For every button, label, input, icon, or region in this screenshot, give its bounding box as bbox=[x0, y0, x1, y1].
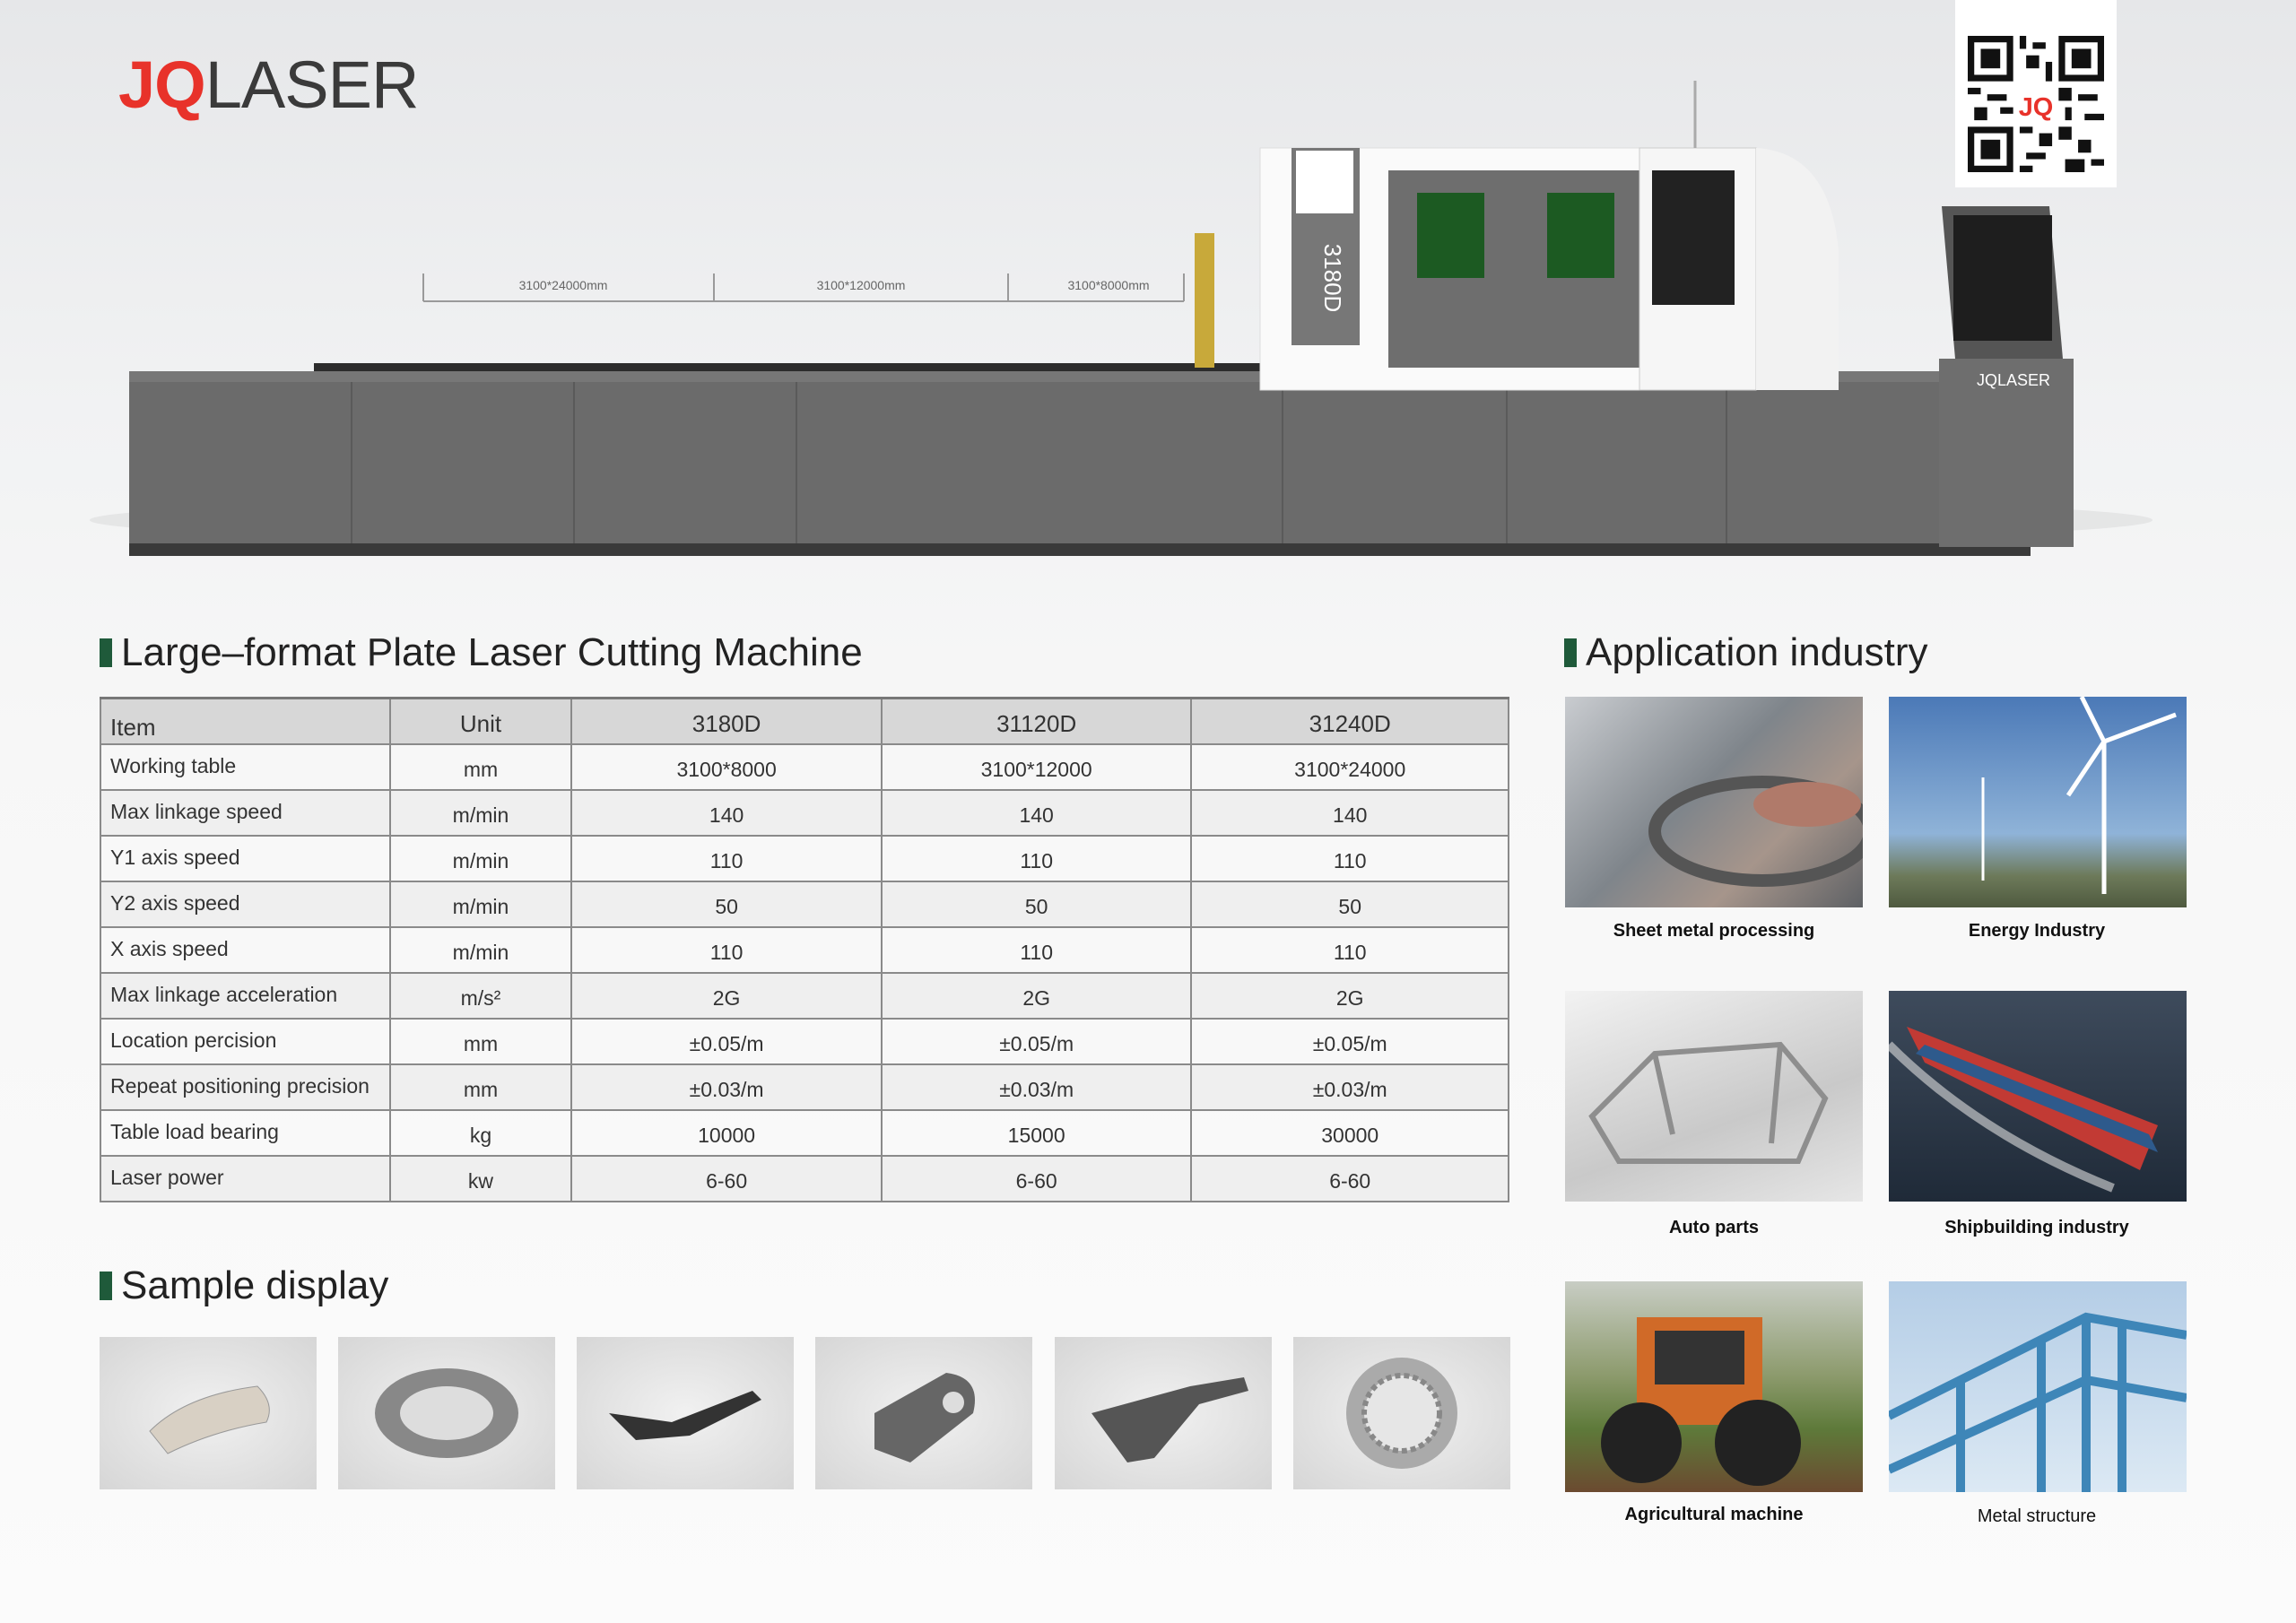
table-row bbox=[100, 1019, 1509, 1064]
cell-item: Repeat positioning precision bbox=[100, 1064, 390, 1110]
cell-31240d: 50 bbox=[1191, 881, 1509, 927]
cell-31120d: ±0.05/m bbox=[882, 1019, 1192, 1064]
cell-unit: m/min bbox=[390, 881, 572, 927]
cell-31120d: 15000 bbox=[882, 1110, 1192, 1156]
cell-unit: kw bbox=[390, 1156, 572, 1202]
cell-3180d: 110 bbox=[571, 927, 882, 973]
cell-item: Location percision bbox=[100, 1019, 390, 1064]
cell-31240d: 110 bbox=[1191, 836, 1509, 881]
cell-3180d: 50 bbox=[571, 881, 882, 927]
cell-item: Max linkage acceleration bbox=[100, 973, 390, 1019]
app-caption-energy: Energy Industry bbox=[1968, 921, 2106, 941]
table-row bbox=[100, 744, 1509, 790]
app-caption-sheet-metal: Sheet metal processing bbox=[1613, 921, 1815, 941]
cell-3180d: 140 bbox=[571, 790, 882, 836]
cell-unit: m/s² bbox=[390, 973, 572, 1019]
table-row bbox=[100, 973, 1509, 1019]
sample-image-gear-ring bbox=[1293, 1337, 1510, 1489]
table-row bbox=[100, 881, 1509, 927]
spec-table bbox=[100, 697, 1509, 1202]
table-row bbox=[100, 1156, 1509, 1202]
cell-31240d: 30000 bbox=[1191, 1110, 1509, 1156]
table-header-row bbox=[100, 699, 1509, 744]
header-31240d: 31240D bbox=[1191, 699, 1509, 744]
app-caption-auto-parts: Auto parts bbox=[1669, 1218, 1759, 1237]
cell-unit: mm bbox=[390, 1019, 572, 1064]
cell-31120d: 3100*12000 bbox=[882, 744, 1192, 790]
cell-item: Max linkage speed bbox=[100, 790, 390, 836]
header-31120d: 31120D bbox=[882, 699, 1192, 744]
table-row bbox=[100, 836, 1509, 881]
app-image-metal-structure bbox=[1889, 1281, 2187, 1492]
cell-3180d: ±0.05/m bbox=[571, 1019, 882, 1064]
cell-31120d: 110 bbox=[882, 836, 1192, 881]
app-image-energy bbox=[1889, 697, 2187, 907]
cell-31240d: 6-60 bbox=[1191, 1156, 1509, 1202]
section-bar bbox=[100, 1271, 112, 1300]
laser-cutting-machine-illustration bbox=[90, 72, 2224, 556]
cell-unit: m/min bbox=[390, 836, 572, 881]
dimension-ruler bbox=[423, 273, 1184, 301]
app-image-agricultural bbox=[1565, 1281, 1863, 1492]
panel-brand-label: JQLASER bbox=[1976, 371, 2051, 389]
cell-31120d: 110 bbox=[882, 927, 1192, 973]
cell-unit: m/min bbox=[390, 927, 572, 973]
sample-image-perforated-plate bbox=[1055, 1337, 1272, 1489]
cell-item: Y1 axis speed bbox=[100, 836, 390, 881]
cell-item: X axis speed bbox=[100, 927, 390, 973]
logo-jq: JQ bbox=[118, 48, 205, 122]
cell-31120d: 140 bbox=[882, 790, 1192, 836]
cell-31120d: ±0.03/m bbox=[882, 1064, 1192, 1110]
cell-3180d: 2G bbox=[571, 973, 882, 1019]
cell-31120d: 2G bbox=[882, 973, 1192, 1019]
cell-3180d: 10000 bbox=[571, 1110, 882, 1156]
sample-image-plate bbox=[100, 1337, 317, 1489]
ruler-label-12000: 3100*12000mm bbox=[816, 278, 906, 292]
machine-model-label: 3180D bbox=[1319, 243, 1346, 313]
cell-31240d: 2G bbox=[1191, 973, 1509, 1019]
sample-image-bracket bbox=[577, 1337, 794, 1489]
spec-section-title bbox=[100, 630, 863, 674]
cell-item: Working table bbox=[100, 744, 390, 790]
cell-item: Y2 axis speed bbox=[100, 881, 390, 927]
table-row bbox=[100, 1064, 1509, 1110]
cell-3180d: ±0.03/m bbox=[571, 1064, 882, 1110]
cell-31240d: 110 bbox=[1191, 927, 1509, 973]
ruler-label-24000: 3100*24000mm bbox=[518, 278, 608, 292]
sample-image-lug bbox=[815, 1337, 1032, 1489]
app-caption-shipbuilding: Shipbuilding industry bbox=[1944, 1218, 2129, 1237]
sample-section-title bbox=[100, 1263, 389, 1307]
cell-3180d: 110 bbox=[571, 836, 882, 881]
table-row bbox=[100, 790, 1509, 836]
cell-31120d: 6-60 bbox=[882, 1156, 1192, 1202]
svg-text:JQ: JQ bbox=[2018, 93, 2054, 123]
sample-title-text: Sample display bbox=[121, 1263, 389, 1307]
cell-31240d: 140 bbox=[1191, 790, 1509, 836]
logo-laser: LASER bbox=[204, 48, 419, 122]
app-caption-metal-structure: Metal structure bbox=[1977, 1506, 2097, 1526]
application-section-title bbox=[1564, 630, 1928, 674]
app-image-auto-parts bbox=[1565, 991, 1863, 1202]
cell-31120d: 50 bbox=[882, 881, 1192, 927]
app-caption-agricultural: Agricultural machine bbox=[1624, 1505, 1804, 1524]
cell-3180d: 6-60 bbox=[571, 1156, 882, 1202]
cell-unit: mm bbox=[390, 744, 572, 790]
header-3180d: 3180D bbox=[571, 699, 882, 744]
application-title-text: Application industry bbox=[1586, 630, 1928, 674]
cell-item: Table load bearing bbox=[100, 1110, 390, 1156]
header-item: Item bbox=[100, 699, 390, 744]
sample-image-ring bbox=[338, 1337, 555, 1489]
cell-unit: m/min bbox=[390, 790, 572, 836]
section-bar bbox=[1564, 638, 1577, 667]
app-image-shipbuilding bbox=[1889, 991, 2187, 1202]
section-bar bbox=[100, 638, 112, 667]
table-row bbox=[100, 1110, 1509, 1156]
cell-31240d: ±0.03/m bbox=[1191, 1064, 1509, 1110]
cell-unit: kg bbox=[390, 1110, 572, 1156]
cell-31240d: 3100*24000 bbox=[1191, 744, 1509, 790]
cell-31240d: ±0.05/m bbox=[1191, 1019, 1509, 1064]
cell-3180d: 3100*8000 bbox=[571, 744, 882, 790]
cell-unit: mm bbox=[390, 1064, 572, 1110]
ruler-label-8000: 3100*8000mm bbox=[1067, 278, 1150, 292]
app-image-sheet-metal bbox=[1565, 697, 1863, 907]
header-unit: Unit bbox=[390, 699, 572, 744]
table-row bbox=[100, 927, 1509, 973]
spec-title-text: Large–format Plate Laser Cutting Machine bbox=[121, 630, 863, 674]
cell-item: Laser power bbox=[100, 1156, 390, 1202]
